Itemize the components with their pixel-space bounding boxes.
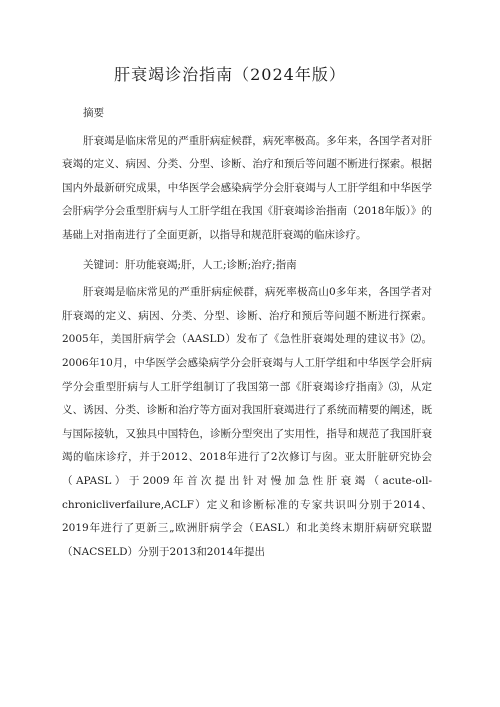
body-paragraph: 肝衰竭是临床常见的严重肝病症候群，病死率极高山0多年来，各国学者对肝衰竭的定义、病因、分类、分型、诊断、治疗和预后等问题不断进行探索。2005年，美国肝病学会（AASLD）发布了《急性肝衰竭处理的建议书》⑵。2006年10月，中华医学会感染病学分会肝衰竭与人工肝学组和中华医学会肝病学分会重型肝病与人工肝学组制订了我国第一部《肝衰竭诊疗指南》⑶，从定义、诱因、分类、诊断和治疗等方面对我国肝衰竭进行了系统而精要的阐述，既与国际接轨，又独具中国特色，诊断分型突出了实用性，指导和规范了我国肝衰竭的临床诊疗，并于2012、2018年进行了2次修订与囱。亚太肝脏研究协会（APASL）于2009年首次提出针对慢加急性肝衰竭（acute-oll-chronicliverfailure,ACLF）定义和诊断标准的专家共识叫分别于2014、2019年进行了更新三„欧洲肝病学会（EASL）和北美终末期肝病研究联盟（NACSELD）分别于2013和2014年提出: [62, 286, 432, 558]
abstract-heading: 摘要: [83, 107, 104, 119]
abstract-paragraph: 肝衰竭是临床常见的严重肝病症候群，病死率极高。多年来，各国学者对肝衰竭的定义、病因、分类、分型、诊断、治疗和预后等问题不断进行探索。根据国内外最新研究成果，中华医学会感染病学分会肝衰竭与人工肝学组和中华医学会肝病学分会重型肝病与人工肝学组在我国《肝衰竭诊治指南（2018年版）》的基础上对指南进行了全面更新，以指导和规范肝衰竭的临床诊疗。: [62, 134, 432, 241]
document-body: [62, 100, 432, 564]
document-title: 肝衰竭诊治指南（2024年版）: [114, 65, 346, 84]
keywords-line: 关键词：肝功能衰竭;肝，人工;诊断;治疗;指南: [83, 258, 297, 271]
